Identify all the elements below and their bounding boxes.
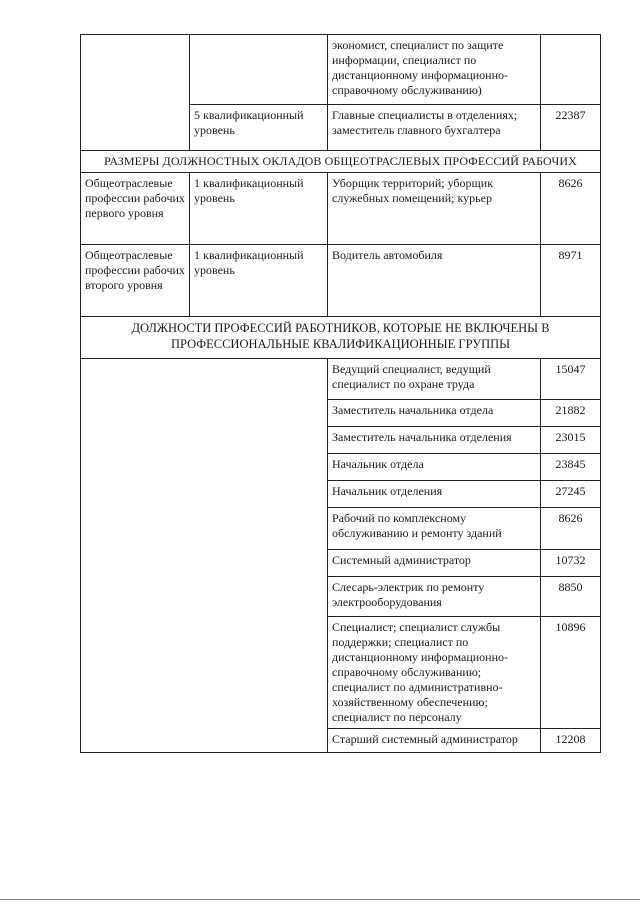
positions-cell: Уборщик территорий; уборщик служебных помещений; курьер <box>328 173 541 245</box>
salary-cell: 23845 <box>541 454 601 481</box>
salary-cell <box>541 35 601 105</box>
salary-cell: 8626 <box>541 173 601 245</box>
table-row <box>81 359 601 400</box>
section-title-other: ДОЛЖНОСТИ ПРОФЕССИЙ РАБОТНИКОВ, КОТОРЫЕ НЕ ВКЛЮЧЕНЫ В ПРОФЕССИОНАЛЬНЫЕ КВАЛИФИКАЦИОННЫЕ ГРУППЫ <box>81 317 601 359</box>
level-cell: 1 квалификационный уровень <box>190 245 328 317</box>
table-row <box>81 173 601 245</box>
positions-cell: Специалист; специалист службы поддержки; специалист по дистанционному информационно-справочному обслуживанию; специалист по административно-хозяйственному обеспечению; специалист по персоналу <box>328 617 541 729</box>
positions-cell: Старший системный администратор <box>328 729 541 753</box>
salary-cell: 10896 <box>541 617 601 729</box>
salary-cell: 12208 <box>541 729 601 753</box>
level-cell: 5 квалификационный уровень <box>190 105 328 151</box>
positions-cell: экономист, специалист по защите информации, специалист по дистанционному информационно-справочному обслуживанию) <box>328 35 541 105</box>
salary-cell: 10732 <box>541 550 601 577</box>
table-row <box>81 35 601 105</box>
page-bottom-rule <box>0 899 640 900</box>
positions-cell: Заместитель начальника отдела <box>328 400 541 427</box>
positions-cell: Ведущий специалист, ведущий специалист по охране труда <box>328 359 541 400</box>
salary-cell: 27245 <box>541 481 601 508</box>
salary-cell: 21882 <box>541 400 601 427</box>
group-cell: Общеотраслевые профессии рабочих второго уровня <box>81 245 190 317</box>
salary-cell: 8971 <box>541 245 601 317</box>
section-header-row <box>81 317 601 359</box>
positions-cell: Системный администратор <box>328 550 541 577</box>
section-header-row <box>81 151 601 173</box>
group-cell: Общеотраслевые профессии рабочих первого уровня <box>81 173 190 245</box>
salary-table <box>80 34 601 753</box>
positions-cell: Слесарь-электрик по ремонту электрооборудования <box>328 577 541 617</box>
salary-cell: 8626 <box>541 508 601 550</box>
positions-cell: Начальник отделения <box>328 481 541 508</box>
salary-cell: 23015 <box>541 427 601 454</box>
salary-cell: 8850 <box>541 577 601 617</box>
empty-merged-cell <box>81 359 328 753</box>
positions-cell: Главные специалисты в отделениях; заместитель главного бухгалтера <box>328 105 541 151</box>
level-cell <box>190 35 328 105</box>
table-row <box>81 245 601 317</box>
salary-cell: 15047 <box>541 359 601 400</box>
positions-cell: Водитель автомобиля <box>328 245 541 317</box>
positions-cell: Начальник отдела <box>328 454 541 481</box>
salary-cell: 22387 <box>541 105 601 151</box>
group-cell <box>81 35 190 151</box>
positions-cell: Заместитель начальника отделения <box>328 427 541 454</box>
positions-cell: Рабочий по комплексному обслуживанию и ремонту зданий <box>328 508 541 550</box>
section-title-workers: РАЗМЕРЫ ДОЛЖНОСТНЫХ ОКЛАДОВ ОБЩЕОТРАСЛЕВЫХ ПРОФЕССИЙ РАБОЧИХ <box>81 151 601 173</box>
level-cell: 1 квалификационный уровень <box>190 173 328 245</box>
